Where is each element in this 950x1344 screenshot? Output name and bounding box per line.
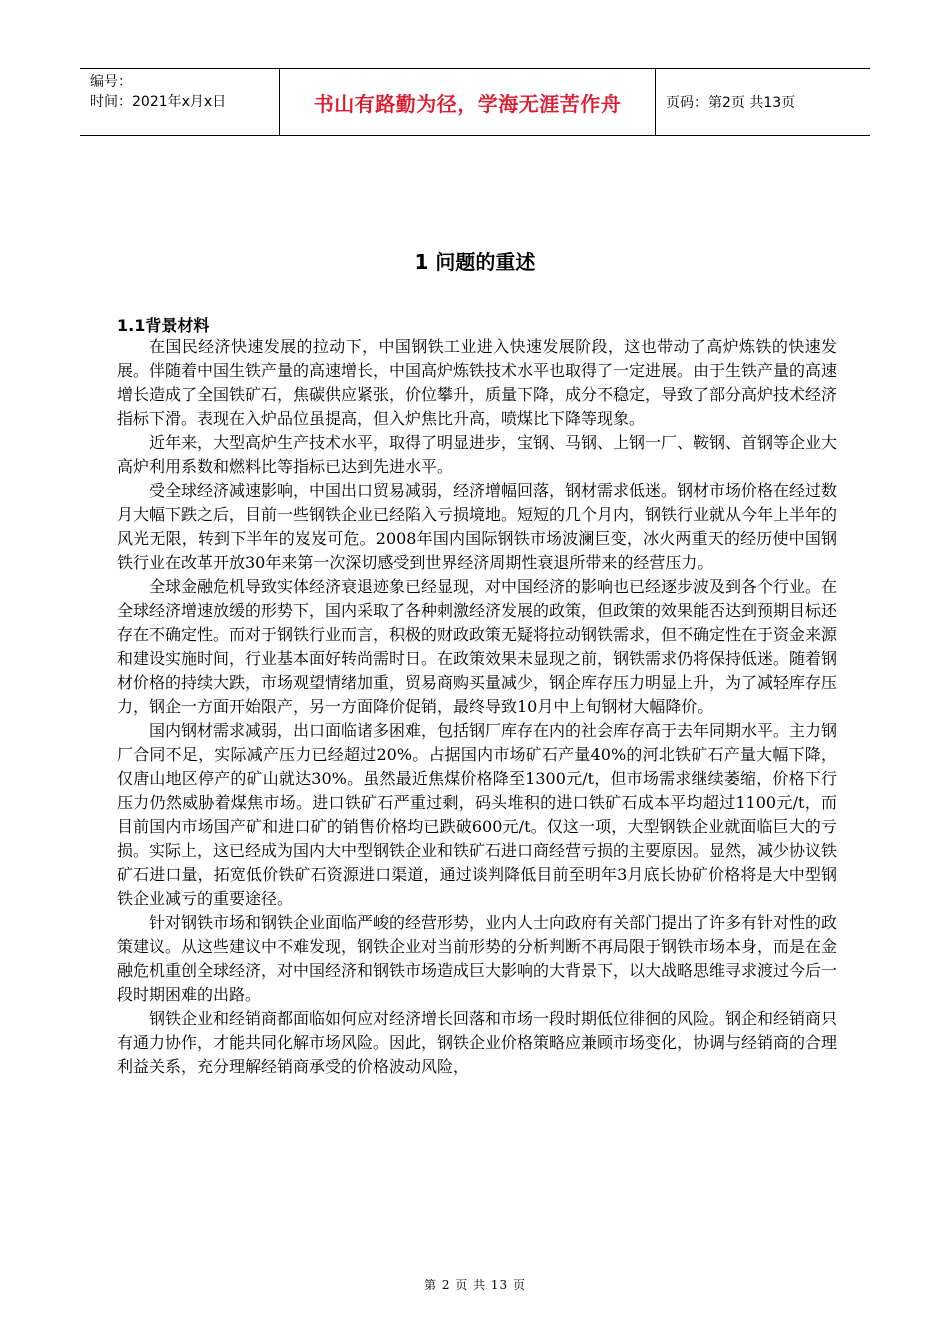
paragraph: 受全球经济减速影响，中国出口贸易减弱，经济增幅回落，钢材需求低迷。钢材市场价格在经过数月大幅下跌之后，目前一些钢铁企业已经陷入亏损境地。短短的几个月内，钢铁行业就从今年上半年的风光无限，转到下半年的岌岌可危。2008年国内国际钢铁市场波澜巨变，冰火两重天的经历使中国钢铁行业在改革开放30年来第一次深切感受到世界经济周期性衰退所带来的经营压力。 <box>117 481 838 572</box>
header-page-code <box>656 69 870 135</box>
paragraph: 钢铁企业和经销商都面临如何应对经济增长回落和市场一段时期低位徘徊的风险。钢企和经销商只有通力协作，才能共同化解市场风险。因此，钢铁企业价格策略应兼顾市场变化，协调与经销商的合理利益关系，充分理解经销商承受的价格波动风险， <box>117 1009 838 1076</box>
document-header <box>80 68 870 136</box>
header-meta <box>80 69 280 135</box>
section-title: 1 问题的重述 <box>414 250 536 274</box>
page-code-text: 页码：第2页 共13页 <box>666 95 796 111</box>
time-label: 时间：2021年x月x日 <box>90 94 227 110</box>
paragraph: 近年来，大型高炉生产技术水平，取得了明显进步，宝钢、马钢、上钢一厂、鞍钢、首钢等企业大高炉利用系数和燃料比等指标已达到先进水平。 <box>117 433 838 476</box>
header-motto: 书山有路勤为径，学海无涯苦作舟 <box>280 69 656 135</box>
paragraph: 国内钢材需求减弱，出口面临诸多困难，包括钢厂库存在内的社会库存高于去年同期水平。主力钢厂合同不足，实际减产压力已经超过20%。占据国内市场矿石产量40%的河北铁矿石产量大幅下降，仅唐山地区停产的矿山就达30%。虽然最近焦煤价格降至1300元/t，但市场需求继续萎缩，价格下行压力仍然威胁着煤焦市场。进口铁矿石严重过剩，码头堆积的进口铁矿石成本平均超过1100元/t，而目前国内市场国产矿和进口矿的销售价格均已跌破600元/t。仅这一项，大型钢铁企业就面临巨大的亏损。实际上，这已经成为国内大中型钢铁企业和铁矿石进口商经营亏损的主要原因。显然，减少协议铁矿石进口量，拓宽低价铁矿石资源进口渠道，通过谈判降低目前至明年3月底长协矿价格将是大中型钢铁企业减亏的重要途径。 <box>117 721 838 908</box>
paragraph: 全球金融危机导致实体经济衰退迹象已经显现，对中国经济的影响也已经逐步波及到各个行业。在全球经济增速放缓的形势下，国内采取了各种刺激经济发展的政策，但政策的效果能否达到预期目标还存在不确定性。而对于钢铁行业而言，积极的财政政策无疑将拉动钢铁需求，但不确定性在于资金来源和建设实施时间，行业基本面好转尚需时日。在政策效果未显现之前，钢铁需求仍将保持低迷。随着钢材价格的持续大跌，市场观望情绪加重，贸易商购买量减少，钢企库存压力明显上升，为了减轻库存压力，钢企一方面开始限产，另一方面降价促销，最终导致10月中上旬钢材大幅降价。 <box>117 577 838 716</box>
paragraph: 针对钢铁市场和钢铁企业面临严峻的经营形势，业内人士向政府有关部门提出了许多有针对性的政策建议。从这些建议中不难发现，钢铁企业对当前形势的分析判断不再局限于钢铁市场本身，而是在金融危机重创全球经济，对中国经济和钢铁市场造成巨大影响的大背景下，以大战略思维寻求渡过今后一段时期困难的出路。 <box>117 913 838 1004</box>
body-text <box>117 335 837 1079</box>
paragraph: 在国民经济快速发展的拉动下，中国钢铁工业进入快速发展阶段，这也带动了高炉炼铁的快速发展。伴随着中国生铁产量的高速增长，中国高炉炼铁技术水平也取得了一定进展。由于生铁产量的高速增长造成了全国铁矿石，焦碳供应紧张，价位攀升，质量下降，成分不稳定，导致了部分高炉技术经济指标下滑。表现在入炉品位虽提高，但入炉焦比升高，喷煤比下降等现象。 <box>117 337 838 428</box>
page-footer: 第 2 页 共 13 页 <box>424 1278 526 1292</box>
subsection-title: 1.1背景材料 <box>117 316 210 335</box>
number-label: 编号： <box>90 74 132 90</box>
